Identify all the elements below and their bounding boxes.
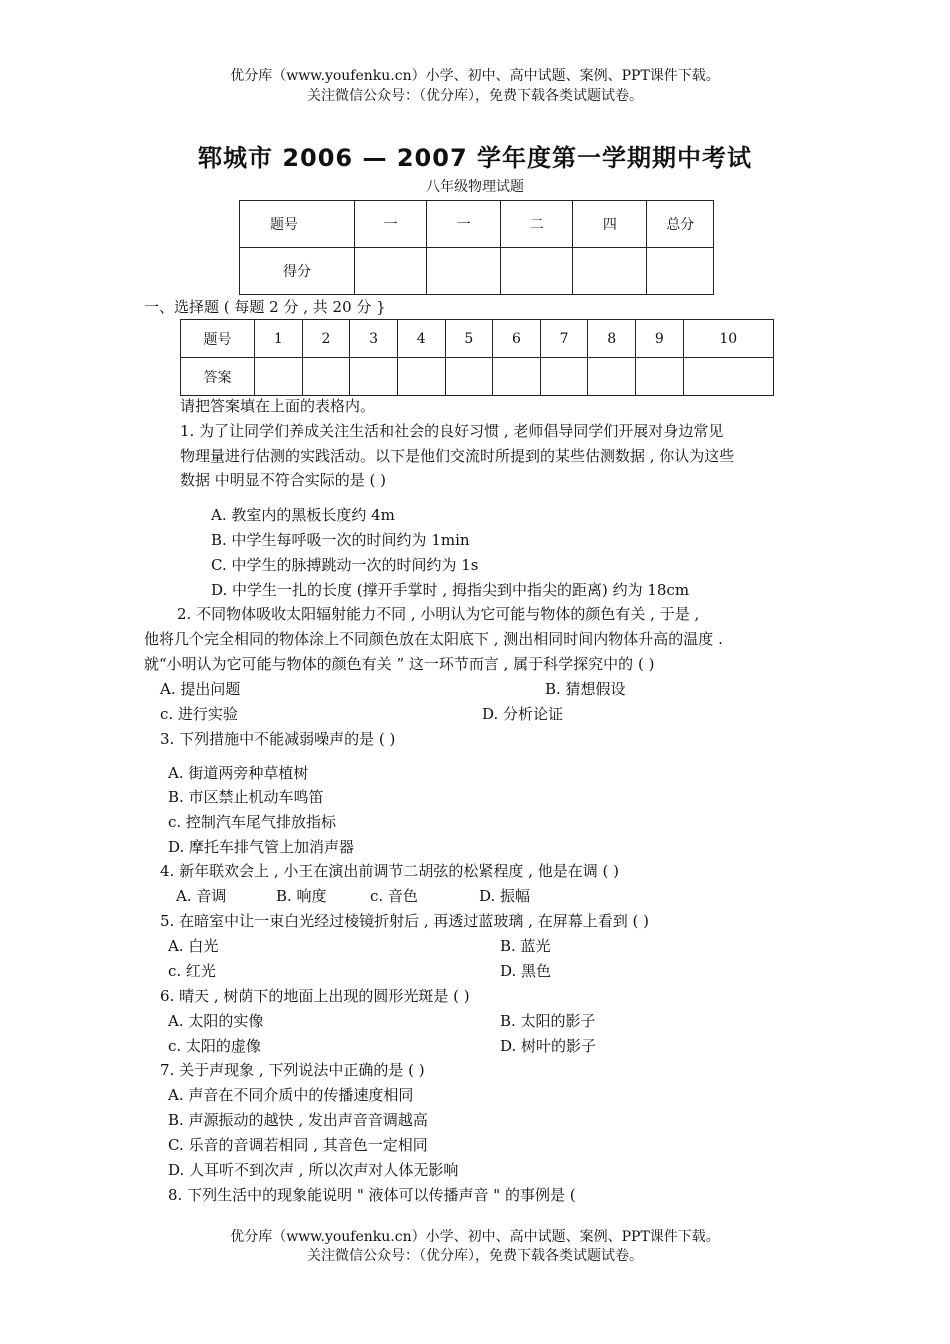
answer-cell[interactable] [302, 358, 350, 396]
q2-option-b: B. 猜想假设 [545, 680, 626, 698]
answer-cell[interactable] [397, 358, 445, 396]
q2-line-3: 就“小明认为它可能与物体的颜色有关 ” 这一环节而言 , 属于科学探究中的 ( ) [144, 655, 655, 673]
answer-cell[interactable] [445, 358, 493, 396]
answer-number: 6 [493, 320, 541, 358]
footer-line-2: 关注微信公众号：（优分库），免费下载各类试题试卷。 [307, 1248, 643, 1264]
score-header-2: 一 [427, 201, 501, 248]
answer-row-label: 答案 [181, 358, 255, 396]
score-header-1: 一 [355, 201, 427, 248]
answer-number: 3 [350, 320, 398, 358]
score-cell[interactable] [427, 248, 501, 295]
footer-line-1: 优分库（www.youfenku.cn）小学、初中、高中试题、案例、PPT课件下载。 [230, 1229, 720, 1245]
answer-number: 8 [588, 320, 636, 358]
score-header-total: 总分 [647, 201, 714, 248]
score-header-4: 四 [573, 201, 647, 248]
score-header-3: 二 [501, 201, 573, 248]
q7-option-d: D. 人耳听不到次声 , 所以次声对人体无影响 [168, 1161, 459, 1179]
answer-number: 5 [445, 320, 493, 358]
score-header-label: 题号 [240, 201, 355, 248]
answer-cell[interactable] [636, 358, 684, 396]
score-cell[interactable] [501, 248, 573, 295]
answer-cell[interactable] [255, 358, 303, 396]
answer-number: 9 [636, 320, 684, 358]
q4-option-c: c. 音色 [370, 887, 418, 905]
answer-number: 7 [540, 320, 588, 358]
q3-option-b: B. 市区禁止机动车鸣笛 [168, 788, 324, 806]
q3-stem: 3. 下列措施中不能减弱噪声的是 ( ) [160, 730, 396, 748]
answer-cell[interactable] [540, 358, 588, 396]
answer-number: 2 [302, 320, 350, 358]
score-cell[interactable] [355, 248, 427, 295]
q5-option-b: B. 蓝光 [500, 937, 551, 955]
exam-title: 郓城市 2006 — 2007 学年度第一学期期中考试 [197, 144, 752, 172]
q4-option-b: B. 响度 [276, 887, 327, 905]
q3-option-c: c. 控制汽车尾气排放指标 [168, 813, 336, 831]
q2-option-c: c. 进行实验 [160, 705, 238, 723]
q2-option-a: A. 提出问题 [160, 680, 241, 698]
answer-number: 10 [683, 320, 773, 358]
q6-option-c: c. 太阳的虚像 [168, 1037, 261, 1055]
q5-option-a: A. 白光 [168, 937, 219, 955]
q5-option-d: D. 黑色 [500, 962, 552, 980]
q8-stem: 8. 下列生活中的现象能说明 " 液体可以传播声音 " 的事例是 ( [168, 1186, 576, 1204]
q4-option-a: A. 音调 [176, 887, 227, 905]
answer-cell[interactable] [493, 358, 541, 396]
q2-line-1: 2. 不同物体吸收太阳辐射能力不同 , 小明认为它可能与物体的颜色有关 , 于是 , [177, 605, 700, 623]
q1-option-d: D. 中学生一扎的长度 (撑开手掌时 , 拇指尖到中指尖的距离) 约为 18cm [211, 581, 690, 599]
answer-cell[interactable] [683, 358, 773, 396]
section-1-title: 一、选择题 ( 每题 2 分 , 共 20 分 } [144, 298, 386, 316]
answer-instruction: 请把答案填在上面的表格内。 [180, 397, 376, 415]
q7-option-b: B. 声源振动的越快 , 发出声音音调越高 [168, 1111, 428, 1129]
q3-option-d: D. 摩托车排气管上加消声器 [168, 838, 355, 856]
q2-line-2: 他将几个完全相同的物体涂上不同颜色放在太阳底下 , 测出相同时间内物体升高的温度 . [144, 630, 723, 648]
answer-header-label: 题号 [181, 320, 255, 358]
q1-option-a: A. 教室内的黑板长度约 4m [211, 506, 395, 524]
q6-option-b: B. 太阳的影子 [500, 1012, 596, 1030]
q2-option-d: D. 分析论证 [482, 705, 564, 723]
score-row-label: 得分 [240, 248, 355, 295]
q6-option-d: D. 树叶的影子 [500, 1037, 597, 1055]
answer-number: 4 [397, 320, 445, 358]
q5-option-c: c. 红光 [168, 962, 216, 980]
q1-line-1: 1. 为了让同学们养成关注生活和社会的良好习惯 , 老师倡导同学们开展对身边常见 [180, 422, 724, 440]
q3-option-a: A. 街道两旁种草植树 [168, 764, 309, 782]
score-cell[interactable] [573, 248, 647, 295]
q1-line-3: 数据 中明显不符合实际的是 ( ) [180, 471, 387, 489]
header-line-1: 优分库（www.youfenku.cn）小学、初中、高中试题、案例、PPT课件下载。 [230, 68, 720, 84]
q1-line-2: 物理量进行估测的实践活动。以下是他们交流时所提到的某些估测数据 , 你认为这些 [180, 447, 735, 465]
q7-option-a: A. 声音在不同介质中的传播速度相同 [168, 1086, 414, 1104]
q1-option-c: C. 中学生的脉搏跳动一次的时间约为 1s [211, 556, 479, 574]
answer-number: 1 [255, 320, 303, 358]
answer-cell[interactable] [588, 358, 636, 396]
exam-subtitle: 八年级物理试题 [426, 179, 524, 195]
header-line-2: 关注微信公众号：（优分库），免费下载各类试题试卷。 [307, 88, 643, 104]
q7-option-c: C. 乐音的音调若相同 , 其音色一定相同 [168, 1136, 428, 1154]
q7-stem: 7. 关于声现象 , 下列说法中正确的是 ( ) [160, 1061, 425, 1079]
q4-stem: 4. 新年联欢会上 , 小王在演出前调节二胡弦的松紧程度 , 他是在调 ( ) [160, 862, 619, 880]
q6-option-a: A. 太阳的实像 [168, 1012, 264, 1030]
score-cell[interactable] [647, 248, 714, 295]
score-table [239, 200, 714, 295]
q1-option-b: B. 中学生每呼吸一次的时间约为 1min [211, 531, 470, 549]
q4-option-d: D. 振幅 [479, 887, 531, 905]
q5-stem: 5. 在暗室中让一束白光经过棱镜折射后 , 再透过蓝玻璃 , 在屏幕上看到 ( ) [160, 912, 649, 930]
answer-table [180, 319, 774, 396]
q6-stem: 6. 晴天 , 树荫下的地面上出现的圆形光斑是 ( ) [160, 987, 470, 1005]
answer-cell[interactable] [350, 358, 398, 396]
